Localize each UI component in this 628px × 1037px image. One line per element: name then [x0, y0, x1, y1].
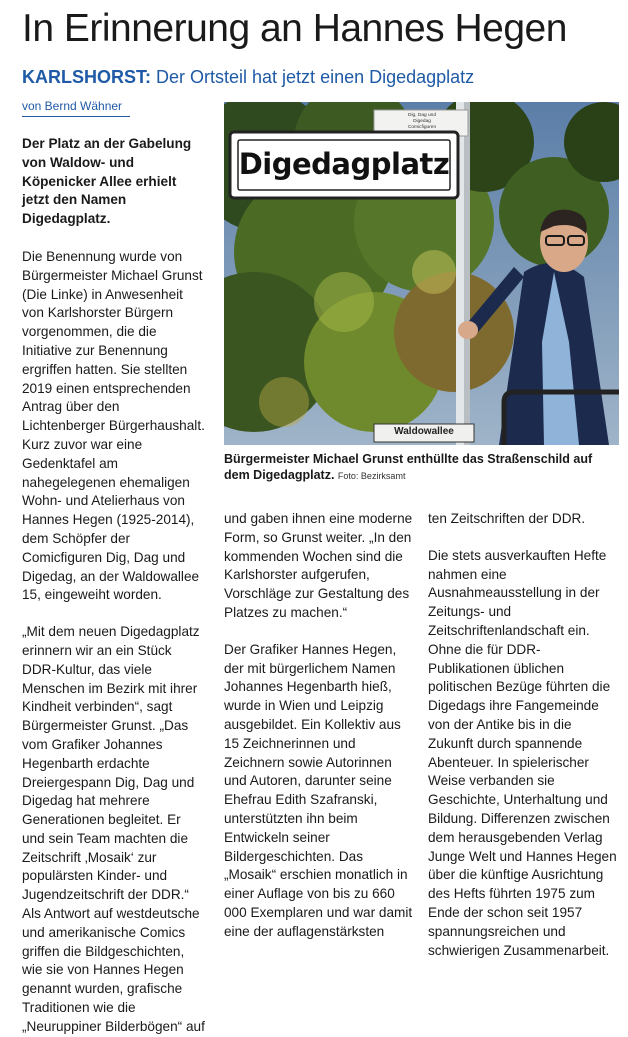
column-1	[22, 135, 206, 1037]
body-paragraph: ten Zeitschriften der DDR.	[428, 511, 586, 526]
subtitle: Der Ortsteil hat jetzt einen Digedagplatz	[156, 67, 475, 87]
lead-paragraph: Der Platz an der Gabelung von Waldow- und Köpenicker Allee erhielt jetzt den Namen Digedagplatz.	[22, 136, 192, 227]
plaque-line: Digedag	[413, 119, 431, 124]
body-paragraph: Die Benennung wurde von Bürgermeister Michael Grunst (Die Linke) in Anwesenheit von Karlshorster Bürgern vorgenommen, die die Initiative zur Benennung ergriffen hatten. Sie stellten 2019 einen entsprechenden Antrag über den Lichtenberger Bürgerhaushalt. Kurz zuvor war eine Gedenktafel am nahegelegenen ehemaligen Wohn- und Atelierhaus von Hannes Hegen (1925-2014), dem Schöpfer der Comicfiguren Dig, Dag und Digedag, an der Waldowallee 15, eingeweiht worden.	[22, 248, 205, 603]
body-paragraph: „Mit dem neuen Digedagplatz erinnern wir an ein Stück DDR-Kultur, das viele Menschen im Bezirk mit ihrer Kindheit verbinden“, sagt Bürgermeister Grunst. „Das vom Grafiker Johannes Hegenbarth erdachte Dreiergespann Dig, Dag und Digedag hat mehrere Generationen begleitet. Er und sein Team machten die Zeitschrift ‚Mosaik‘ zur populärsten Kinder- und Jugendzeitschrift der DDR.“ Als Antwort auf westdeutsche und amerikanische Comics griffen die Bildgeschichten, wie sie von Hannes Hegen genannt wurden, grafische Traditionen wie die „Neuruppiner Bilderbögen“ auf	[22, 624, 205, 1034]
subheadline	[22, 66, 474, 88]
body-paragraph: Der Grafiker Hannes Hegen, der mit bürgerlichem Namen Johannes Hegenbarth hieß, wurde in Wien und Leipzig ausgebildet. Ein Kollektiv aus 15 Zeichnerinnen und Zeichnern sowie Autorinnen und Autoren, darunter seine Ehefrau Edith Szafranski, unterstützten ihn beim Entwickeln seiner Bildergeschichten. Das „Mosaik“ erschien monatlich in einer Auflage von bis zu 660 000 Exemplaren und war damit eine der auflagenstärksten	[224, 641, 413, 939]
plaque-line: Comicfiguren	[407, 125, 437, 130]
street-sign-text: Digedagplatz	[238, 147, 450, 181]
plaque-line: Dig, Dag und	[408, 113, 436, 118]
body-paragraph: und gaben ihnen eine moderne Form, so Grunst weiter. „In den kommenden Wochen sind die Karlshorster aufgerufen, Vorschläge zur Gestaltung des Platzes zu machen.“	[224, 511, 413, 620]
column-2	[224, 510, 414, 942]
photo-caption	[224, 451, 619, 484]
caption-text: Bürgermeister Michael Grunst enthüllte das Straßenschild auf dem Digedagplatz.	[224, 452, 593, 482]
byline: von Bernd Wähner	[22, 99, 123, 113]
location-kicker: KARLSHORST:	[22, 67, 151, 87]
photo-credit: Foto: Bezirksamt	[337, 471, 406, 481]
body-paragraph: Die stets ausverkauften Hefte nahmen eine Ausnahmeausstellung in der Zeitungs- und Zeitschriftenlandschaft ein. Ohne die für DDR-Publikationen üblichen politischen Bezüge führten die Digedags ihre Fangemeinde von der Antike bis in die Zukunft durch spannende Abenteuer. In spielerischer Weise verbanden sie Geschichte, Unterhaltung und Bildung. Differenzen zwischen dem herausgebenden Verlag Junge Welt und Hannes Hegen über die künftige Ausrichtung des Hefts führten 1975 zum Ende der schon seit 1957 spannungsreichen und schwierigen Zusammenarbeit.	[428, 547, 617, 958]
column-3	[428, 510, 618, 960]
lower-street-sign-text: Waldowallee	[394, 426, 454, 437]
article-photo	[224, 102, 619, 445]
byline-underline	[22, 116, 130, 117]
sign-plaque	[380, 113, 464, 131]
headline: In Erinnerung an Hannes Hegen	[22, 7, 567, 50]
